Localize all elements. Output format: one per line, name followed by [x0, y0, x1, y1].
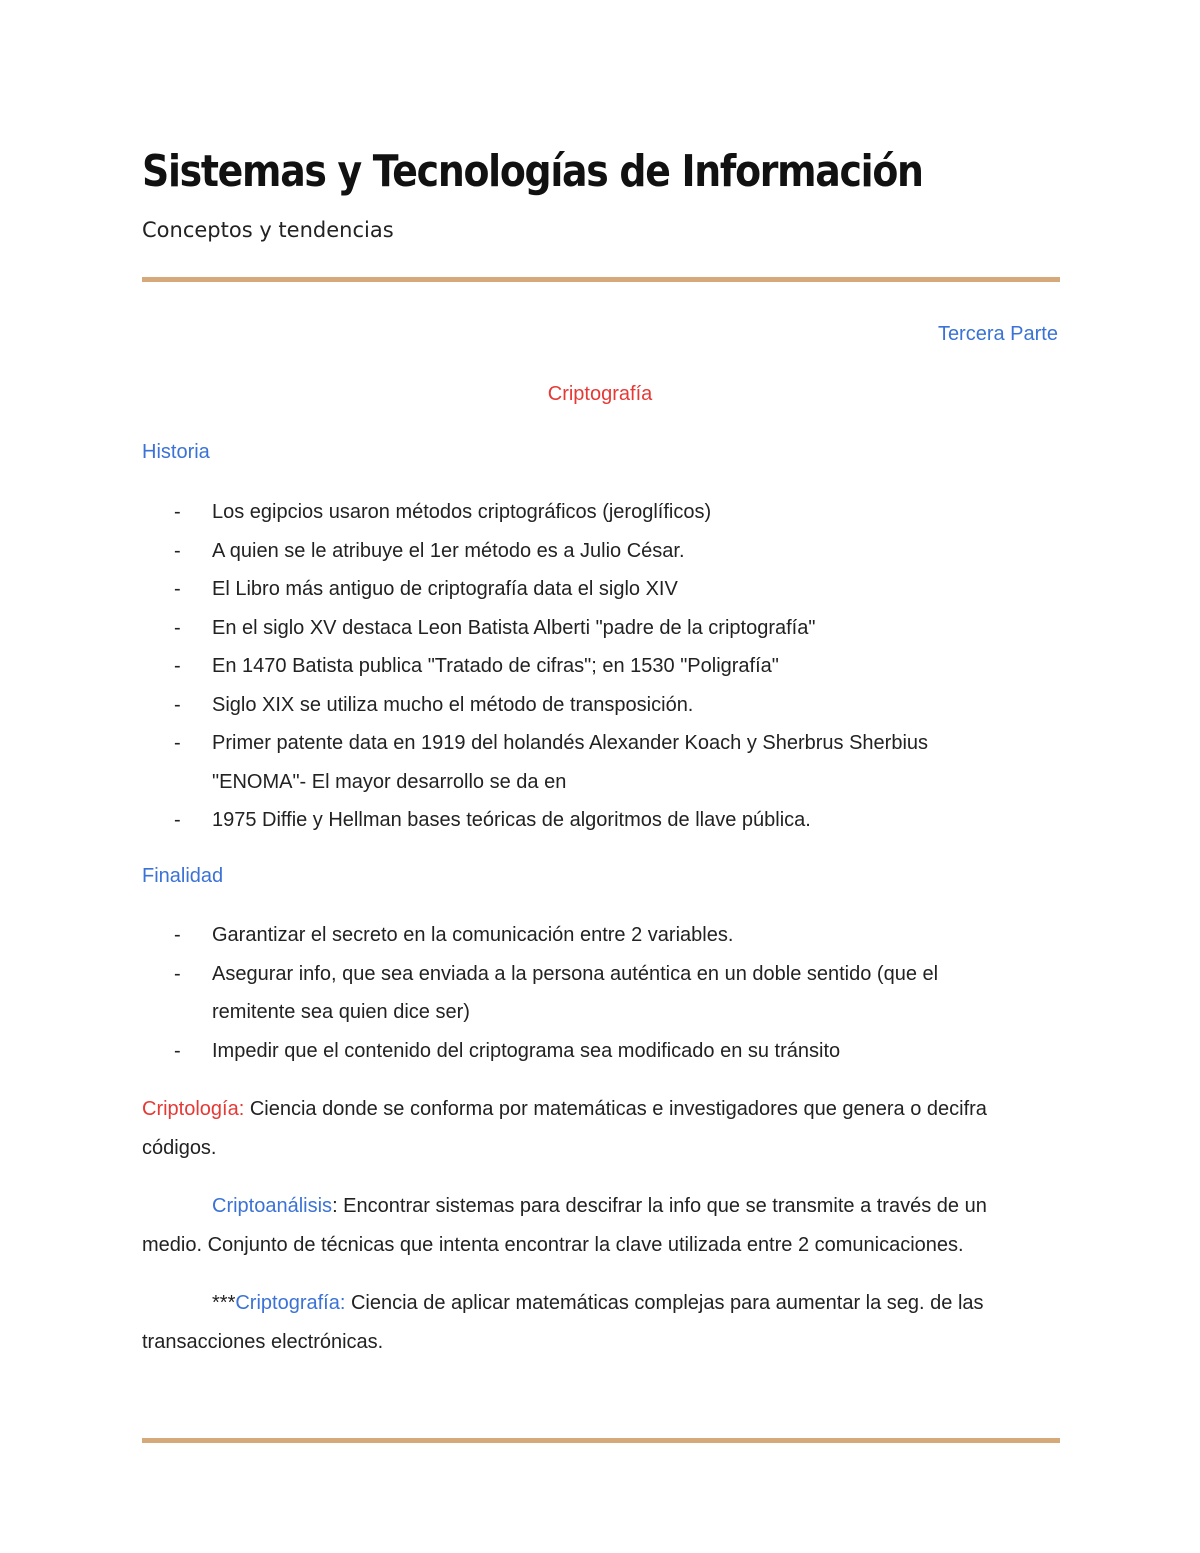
bullet-dash: -: [174, 616, 181, 639]
list-item: - Asegurar info, que sea enviada a la persona auténtica en un doble sentido (que el: [142, 955, 1042, 994]
finalidad-heading: Finalidad: [142, 865, 224, 887]
list-item: - En el siglo XV destaca Leon Batista Alberti "padre de la criptografía": [142, 609, 1042, 648]
list-item-continuation: remitente sea quien dice ser): [212, 1001, 470, 1023]
bullet-dash: -: [174, 732, 181, 754]
criptografia-term: Criptografía:: [235, 1292, 346, 1314]
section-title: Criptografía: [547, 383, 653, 405]
bullet-dash: -: [174, 539, 181, 562]
criptografia-definition: ***Criptografía: Ciencia de aplicar matemáticas complejas para aumentar la seg. de las transacciones electrónicas.: [142, 1292, 984, 1353]
bullet-dash: -: [174, 501, 181, 523]
list-item-continuation: "ENOMA"- El mayor desarrollo se da en: [212, 770, 567, 793]
list-item: - A quien se le atribuye el 1er método es a Julio César.: [142, 532, 1042, 571]
list-item: - En 1470 Batista publica "Tratado de cifras"; en 1530 "Poligrafía": [142, 647, 1042, 686]
bullet-dash: -: [174, 655, 181, 677]
bullet-dash: -: [174, 693, 181, 716]
part-label: Tercera Parte: [937, 323, 1058, 345]
bullet-dash: -: [174, 1039, 181, 1062]
criptologia-definition: Criptología: Ciencia donde se conforma por matemáticas e investigadores que genera o decifra códigos.: [142, 1098, 987, 1159]
bullet-dash: -: [174, 809, 181, 831]
criptoanalisis-term: Criptoanálisis: [212, 1195, 333, 1217]
bullet-dash: -: [174, 962, 181, 985]
historia-list: [142, 493, 1042, 840]
criptoanalisis-definition: Criptoanálisis: Encontrar sistemas para descifrar la info que se transmite a través de un medio. Conjunto de técnicas que intenta encontrar la clave utilizada entre 2 comunicaciones.: [142, 1195, 987, 1256]
list-item: - Primer patente data en 1919 del holandés Alexander Koach y Sherbrus Sherbius: [142, 724, 1042, 763]
bullet-dash: -: [174, 924, 181, 946]
footer-divider: [142, 1438, 1060, 1443]
list-item: - 1975 Diffie y Hellman bases teóricas de algoritmos de llave pública.: [142, 801, 1042, 840]
list-item: - Siglo XIX se utiliza mucho el método de transposición.: [142, 686, 1042, 725]
bullet-dash: -: [174, 578, 181, 600]
criptologia-term: Criptología:: [142, 1098, 245, 1120]
header-divider: [142, 277, 1060, 282]
list-item: - Los egipcios usaron métodos criptográficos (jeroglíficos): [142, 493, 1042, 532]
document-title: Sistemas y Tecnologías de Información: [142, 146, 923, 197]
list-item: - El Libro más antiguo de criptografía data el siglo XIV: [142, 570, 1042, 609]
document-subtitle: Conceptos y tendencias: [142, 218, 394, 242]
list-item: - Impedir que el contenido del criptograma sea modificado en su tránsito: [142, 1032, 1042, 1071]
historia-heading: Historia: [142, 441, 210, 463]
list-item: - Garantizar el secreto en la comunicación entre 2 variables.: [142, 916, 1042, 955]
finalidad-list: [142, 916, 1042, 1070]
